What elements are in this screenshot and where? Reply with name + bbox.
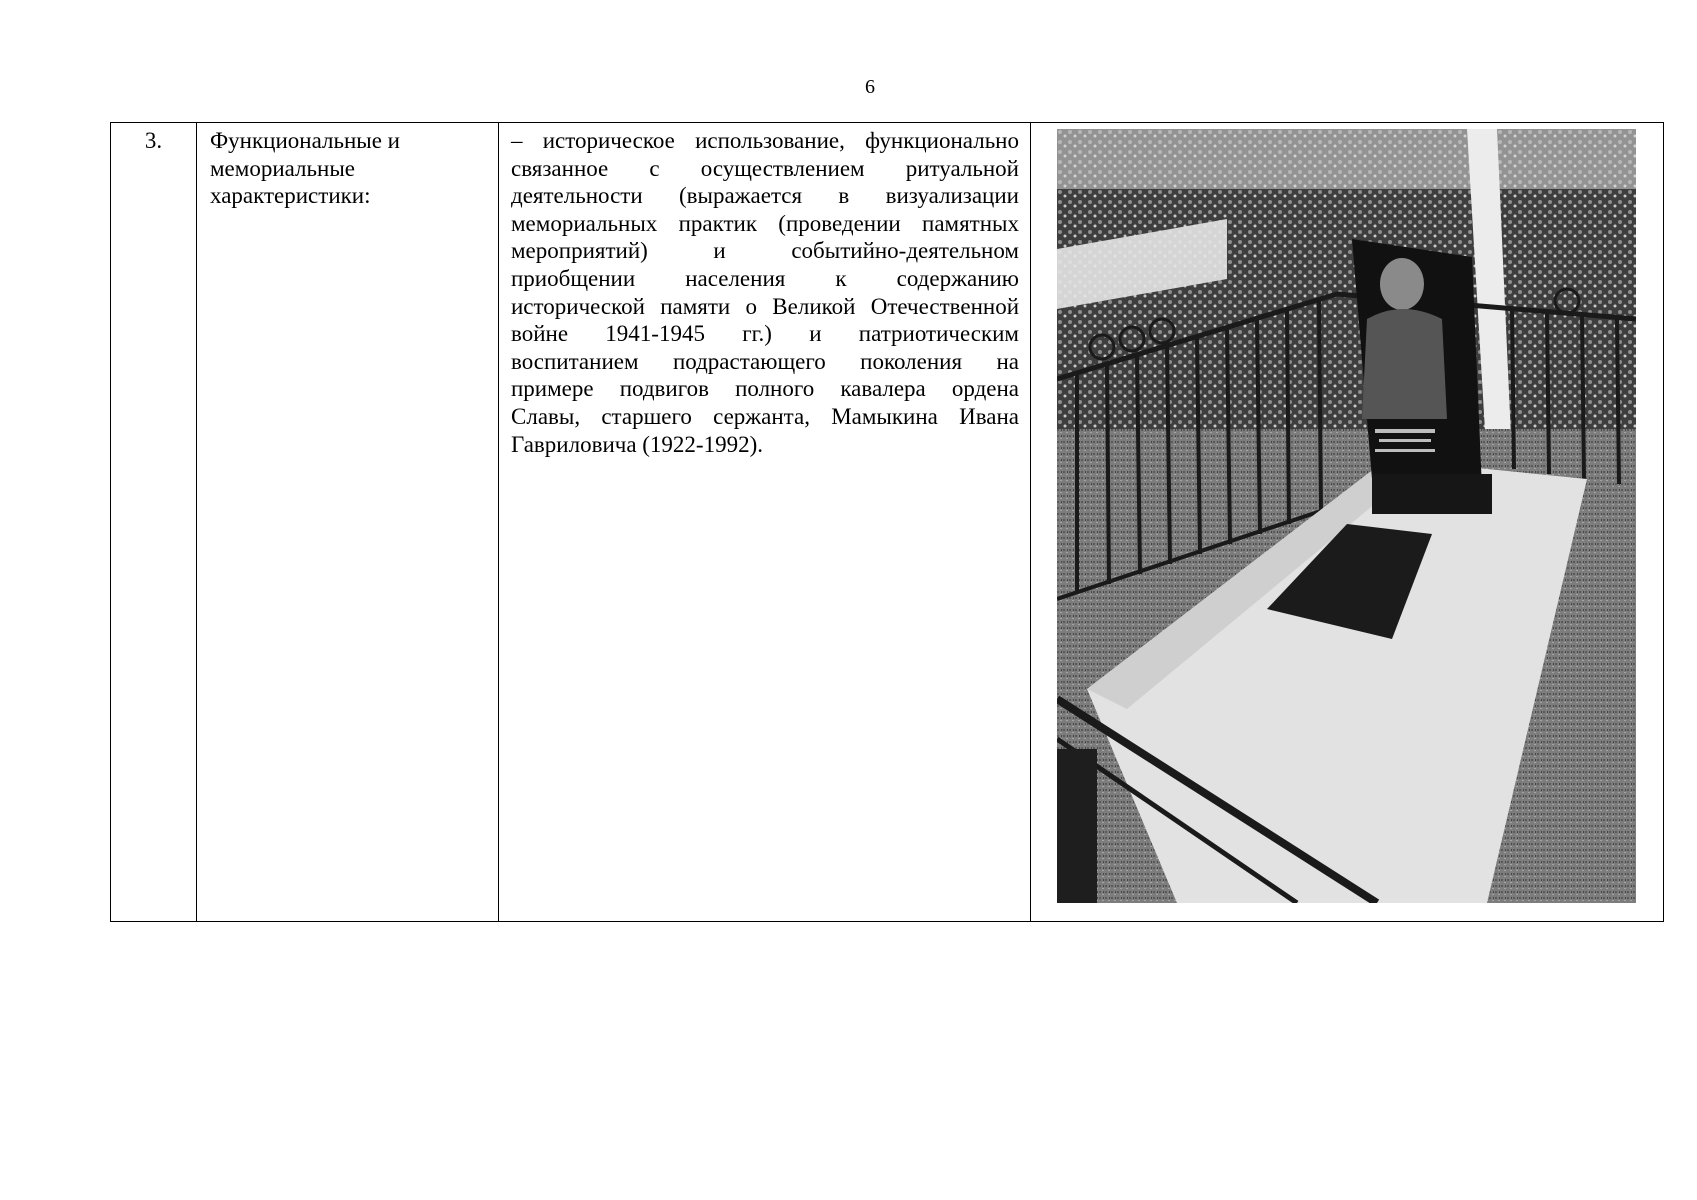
grave-memorial-photo	[1057, 129, 1636, 903]
description-line: деятельности (выражается в визуализации	[511, 183, 1019, 209]
description-line: примере подвигов полного кавалера ордена	[511, 376, 1019, 402]
column-divider	[498, 123, 499, 921]
characteristics-table	[110, 122, 1664, 922]
name-line: Функциональные и	[210, 128, 400, 153]
name-line: характеристики:	[210, 183, 371, 209]
description-line: связанное с осуществлением ритуальной	[511, 155, 1019, 181]
row-number: 3.	[144, 128, 163, 153]
description-line: – историческое использование, функционально	[511, 128, 1019, 153]
description-line: Гавриловича (1922-1992).	[511, 431, 764, 457]
description-line: Славы, старшего сержанта, Мамыкина Ивана	[511, 403, 1019, 429]
characteristic-name	[210, 123, 480, 210]
name-line: мемориальные	[210, 155, 355, 181]
column-divider	[1030, 123, 1031, 921]
description-line: мероприятий) и событийно-деятельном	[511, 238, 1019, 264]
characteristic-description	[511, 123, 1019, 458]
column-divider	[196, 123, 197, 921]
description-line: войне 1941-1945 гг.) и патриотическим	[511, 321, 1019, 347]
page-number: 6	[865, 76, 875, 98]
description-line: приобщении населения к содержанию	[511, 265, 1019, 291]
description-line: исторической памяти о Великой Отечественной	[511, 293, 1019, 319]
description-line: мемориальных практик (проведении памятных	[511, 210, 1019, 236]
description-line: воспитанием подрастающего поколения на	[511, 348, 1019, 374]
